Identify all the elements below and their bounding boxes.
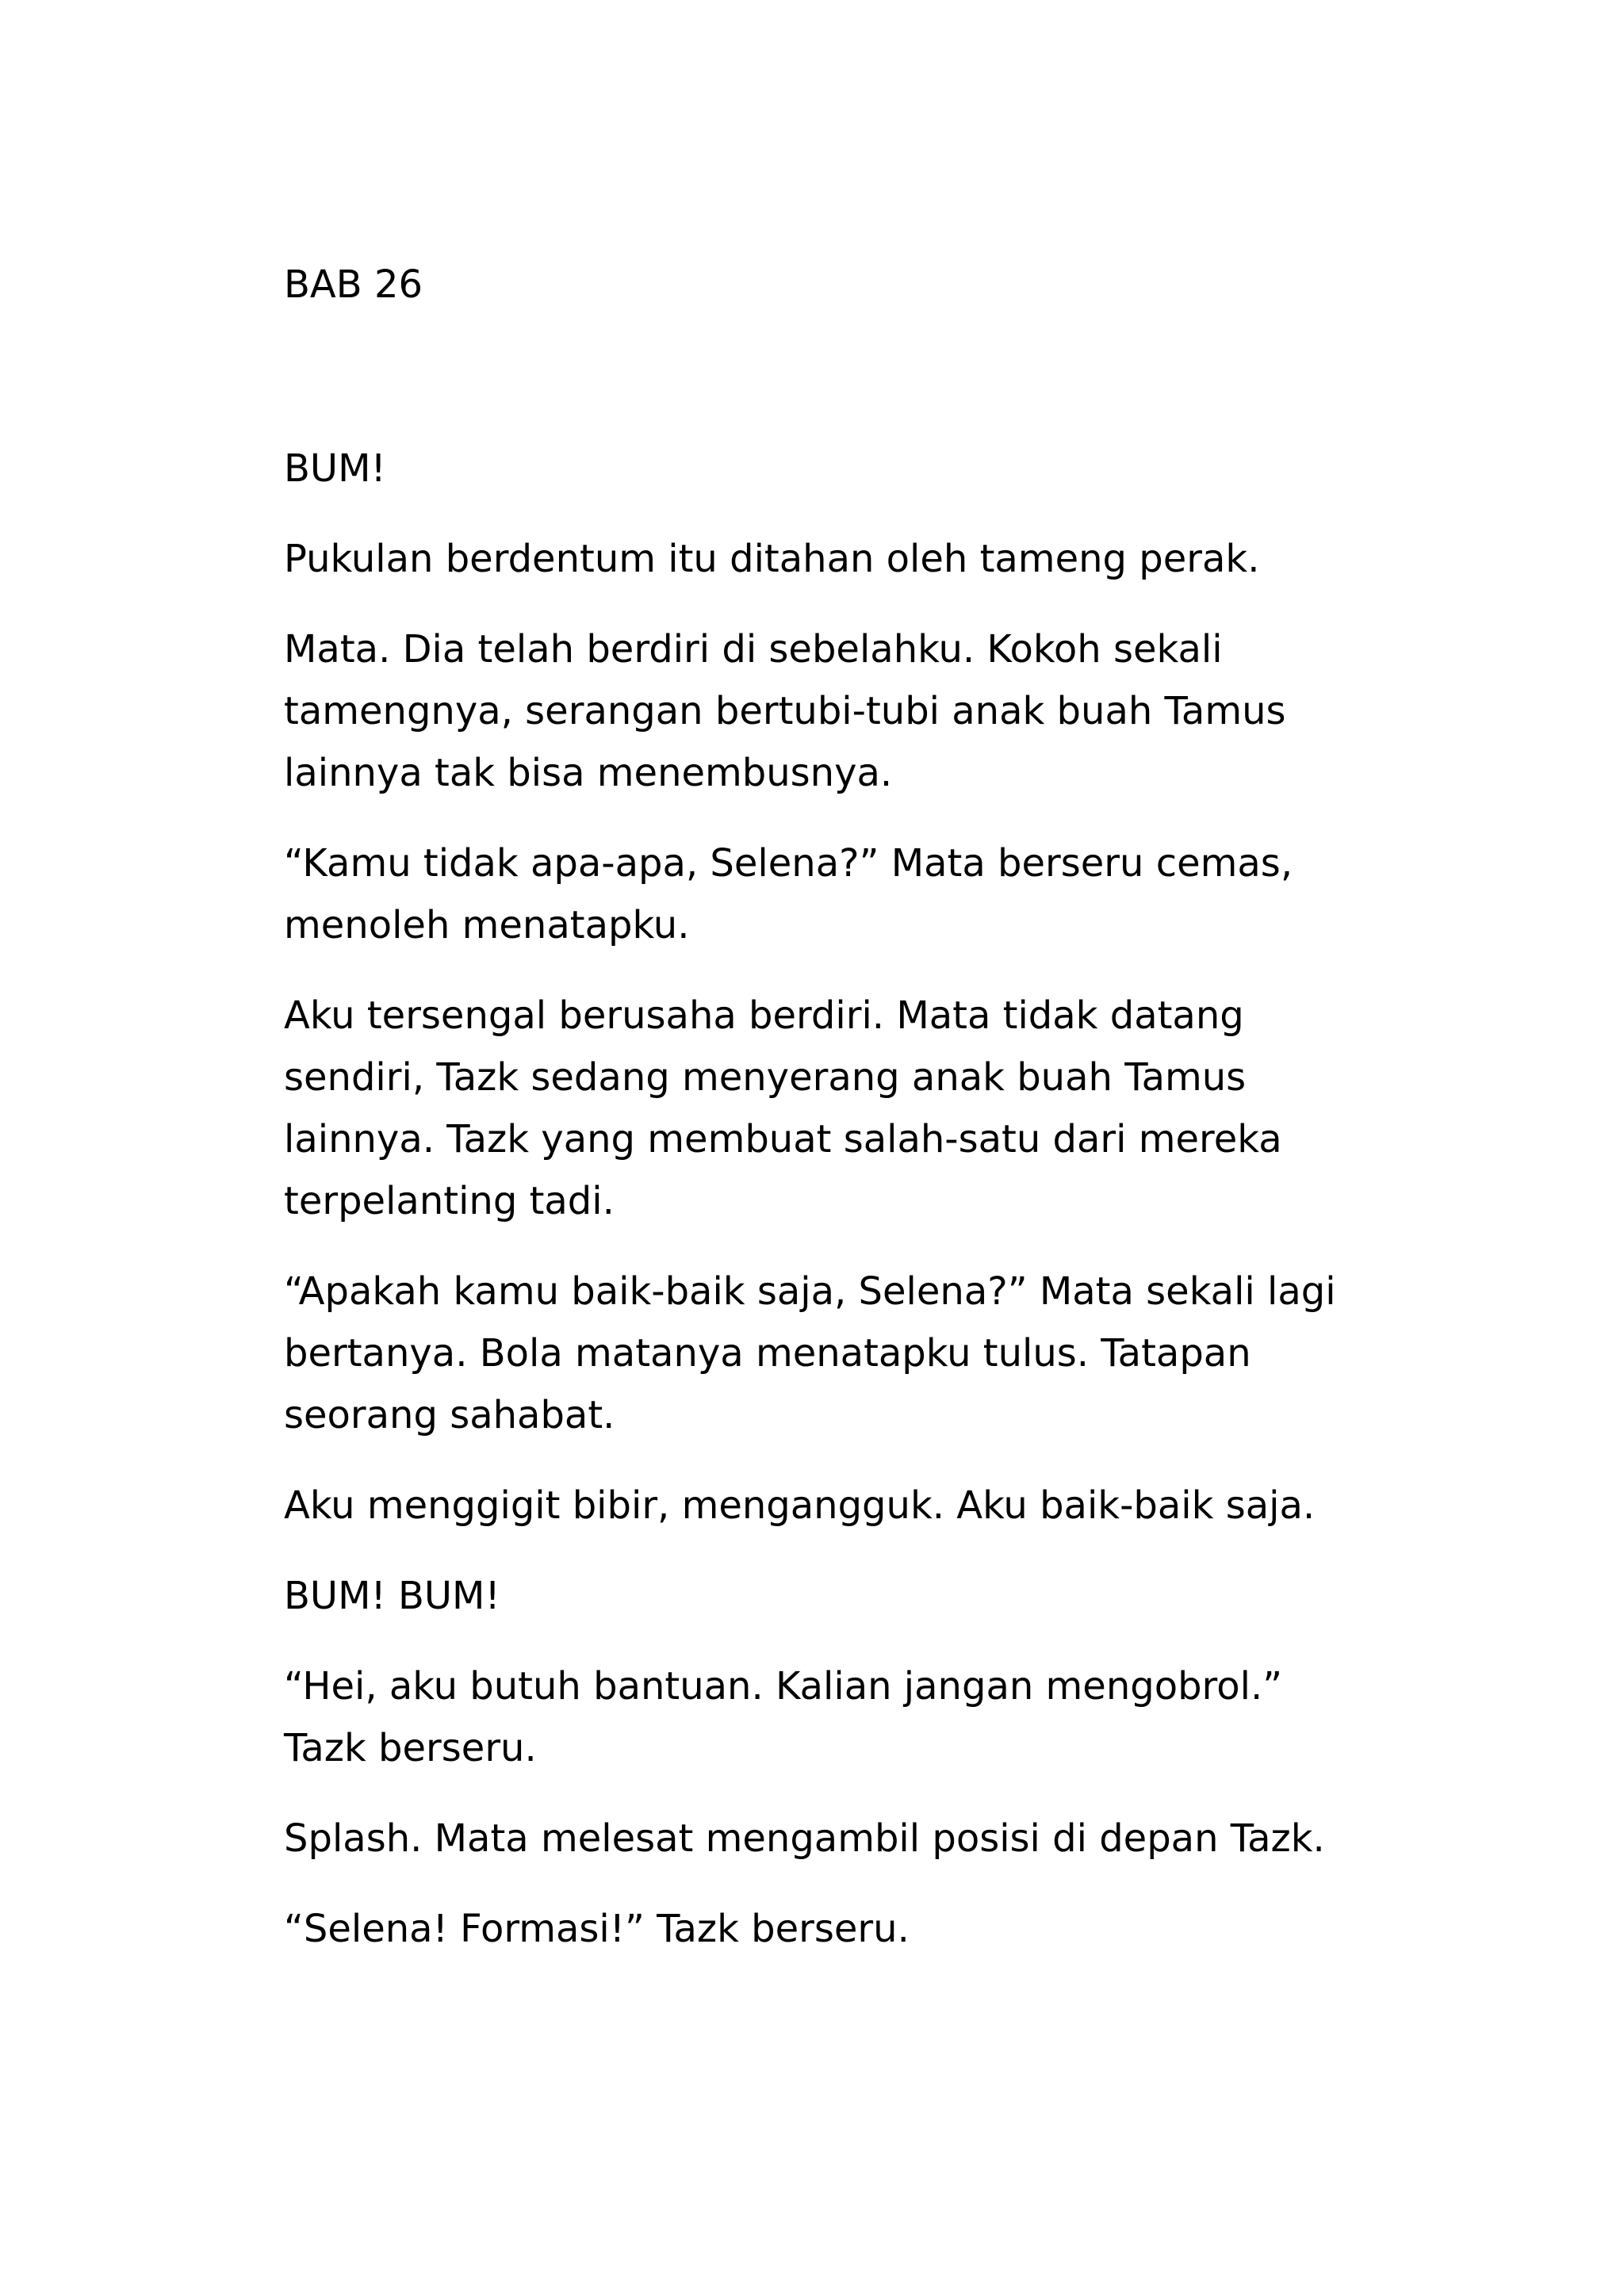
text-line: Mata. Dia telah berdiri di sebelahku. Kokoh sekali <box>284 627 1223 672</box>
paragraph-7 <box>284 1475 1394 1536</box>
paragraph-3 <box>284 618 1394 804</box>
text-line: “Hei, aku butuh bantuan. Kalian jangan mengobrol.” <box>284 1664 1283 1709</box>
paragraph-6 <box>284 1261 1394 1446</box>
text-line: “Apakah kamu baik-baik saja, Selena?” Mata sekali lagi <box>284 1269 1336 1314</box>
text-line: bertanya. Bola matanya menatapku tulus. Tatapan <box>284 1331 1251 1376</box>
text-line: Pukulan berdentum itu ditahan oleh tameng perak. <box>284 537 1260 581</box>
text-line: menoleh menatapku. <box>284 903 690 947</box>
text-line: “Selena! Formasi!” Tazk berseru. <box>284 1907 910 1951</box>
text-line: Tazk berseru. <box>284 1726 537 1770</box>
text-line: Aku menggigit bibir, mengangguk. Aku baik-baik saja. <box>284 1483 1316 1528</box>
paragraph-9 <box>284 1655 1394 1779</box>
text-line: seorang sahabat. <box>284 1393 615 1437</box>
paragraph-10 <box>284 1808 1394 1869</box>
text-line: Aku tersengal berusaha berdiri. Mata tidak datang <box>284 993 1244 1038</box>
text-line: terpelanting tadi. <box>284 1179 615 1223</box>
paragraph-8 <box>284 1565 1394 1627</box>
text-line: lainnya. Tazk yang membuat salah-satu dari mereka <box>284 1117 1282 1161</box>
paragraph-11 <box>284 1898 1394 1960</box>
text-line: Splash. Mata melesat mengambil posisi di depan Tazk. <box>284 1816 1325 1861</box>
text-line: tamengnya, serangan bertubi-tubi anak buah Tamus <box>284 689 1286 733</box>
paragraph-5 <box>284 985 1394 1232</box>
text-line: sendiri, Tazk sedang menyerang anak buah Tamus <box>284 1055 1247 1100</box>
paragraph-1 <box>284 438 1394 499</box>
text-line: BUM! BUM! <box>284 1574 500 1618</box>
text-line: “Kamu tidak apa-apa, Selena?” Mata berseru cemas, <box>284 841 1293 886</box>
text-line: lainnya tak bisa menembusnya. <box>284 751 893 795</box>
paragraph-4 <box>284 832 1394 956</box>
text-line: BUM! <box>284 446 386 491</box>
document-body <box>284 254 1394 1988</box>
chapter-title: BAB 26 <box>284 262 423 307</box>
paragraph-2 <box>284 528 1394 590</box>
